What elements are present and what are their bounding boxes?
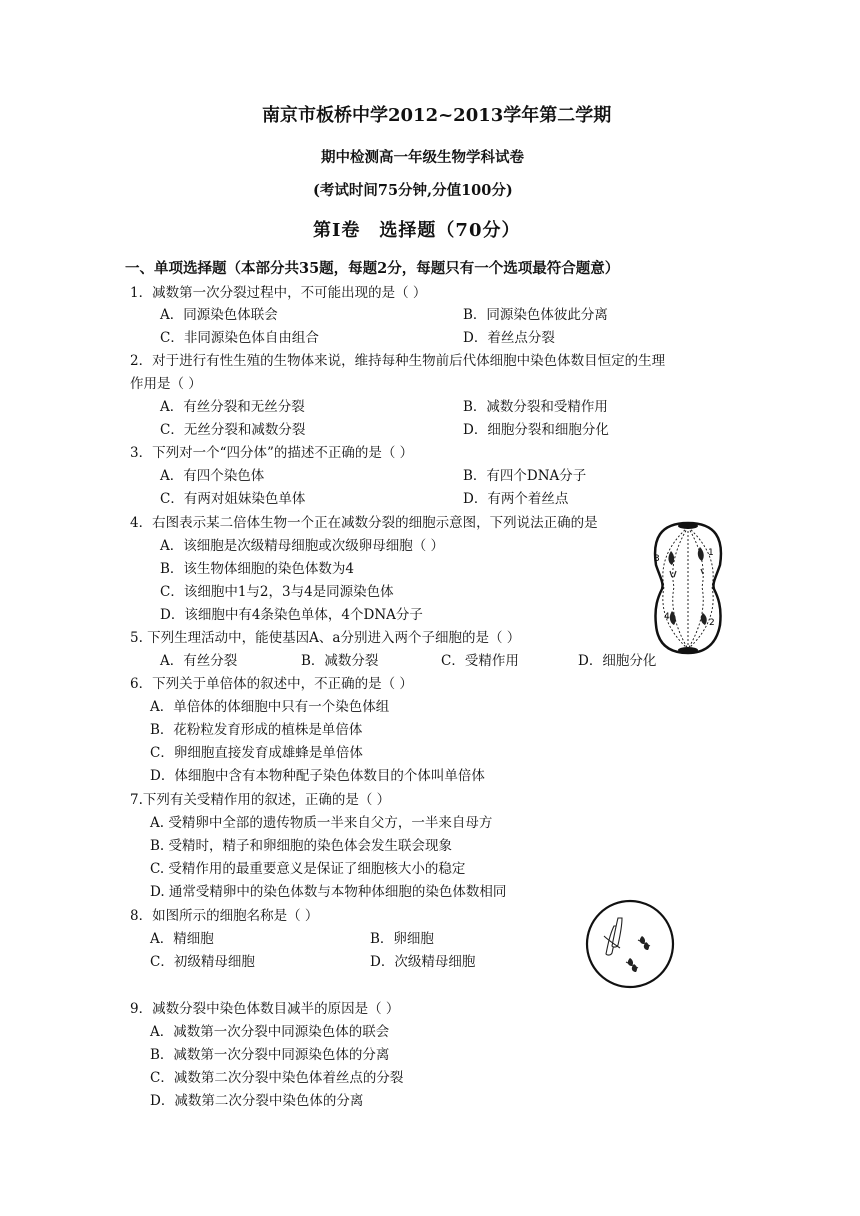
chromosome-label-1: 1 <box>708 548 714 558</box>
option-c: C．无丝分裂和减数分裂 <box>160 422 306 438</box>
option-b: B．同源染色体彼此分离 <box>463 307 608 323</box>
option-a: A．有丝分裂 <box>160 653 238 669</box>
question-stem: 9．减数分裂中染色体数目减半的原因是（ ） <box>130 1001 400 1017</box>
option-a: A．精细胞 <box>150 931 214 947</box>
option-b: B．减数分裂和受精作用 <box>463 399 608 415</box>
question-stem: 1．减数第一次分裂过程中，不可能出现的是（ ） <box>130 285 427 301</box>
question-stem: 3．下列对一个“四分体”的描述不正确的是（ ） <box>130 445 414 461</box>
option-c: C．非同源染色体自由组合 <box>160 330 319 346</box>
option-b: B. 受精时，精子和卵细胞的染色体会发生联会现象 <box>150 838 453 854</box>
option-a: A．有四个染色体 <box>160 468 265 484</box>
option-b: B．减数第一次分裂中同源染色体的分离 <box>150 1047 390 1063</box>
part-heading: 一、单项选择题（本部分共35题，每题2分，每题只有一个选项最符合题意） <box>125 260 620 277</box>
option-a: A．单倍体的体细胞中只有一个染色体组 <box>150 699 390 715</box>
page-title: 南京市板桥中学2012~2013学年第二学期 <box>262 105 612 126</box>
cell-figure <box>584 898 676 990</box>
option-d: D．体细胞中含有本物种配子染色体数目的个体叫单倍体 <box>150 768 485 784</box>
option-d: D．有两个着丝点 <box>463 491 569 507</box>
question-stem: 6．下列关于单倍体的叙述中，不正确的是（ ） <box>130 676 413 692</box>
meiosis-cell-figure <box>646 517 730 657</box>
option-c: C．该细胞中1与2，3与4是同源染色体 <box>160 584 394 600</box>
option-d: D．减数第二次分裂中染色体的分离 <box>150 1093 364 1109</box>
option-a: A．同源染色体联会 <box>160 307 278 323</box>
page-subtitle: 期中检测高一年级生物学科试卷 <box>321 149 524 166</box>
option-c: C．卵细胞直接发育成雄蜂是单倍体 <box>150 745 363 761</box>
question-stem: 2．对于进行有性生殖的生物体来说，维持每种生物前后代体细胞中染色体数目恒定的生理 <box>130 353 666 369</box>
question-stem: 5. 下列生理活动中，能使基因A、a分别进入两个子细胞的是（ ） <box>130 630 521 646</box>
option-c: C．减数第二次分裂中染色体着丝点的分裂 <box>150 1070 404 1086</box>
option-d: D．细胞分化 <box>578 653 657 669</box>
option-a: A．有丝分裂和无丝分裂 <box>160 399 305 415</box>
option-b: B．减数分裂 <box>301 653 379 669</box>
exam-info: (考试时间75分钟,分值100分) <box>313 182 513 199</box>
question-stem-cont: 作用是（ ） <box>130 376 202 392</box>
question-stem: 7.下列有关受精作用的叙述，正确的是（ ） <box>130 792 391 808</box>
option-b: B．该生物体细胞的染色体数为4 <box>160 561 355 577</box>
question-stem: 8．如图所示的细胞名称是（ ） <box>130 908 319 924</box>
option-a: A. 受精卵中全部的遗传物质一半来自父方，一半来自母方 <box>150 815 493 831</box>
question-stem: 4．右图表示某二倍体生物一个正在减数分裂的细胞示意图，下列说法正确的是 <box>130 515 598 531</box>
section-title: 第Ⅰ卷 选择题（70分） <box>313 220 521 241</box>
option-b: B．花粉粒发育形成的植株是单倍体 <box>150 722 363 738</box>
chromosome-label-2: 2 <box>709 618 715 628</box>
option-a: A．该细胞是次级精母细胞或次级卵母细胞（ ） <box>160 538 445 554</box>
option-c: C．受精作用 <box>441 653 519 669</box>
option-d: D．该细胞中有4条染色单体，4个DNA分子 <box>160 607 423 623</box>
option-d: D. 通常受精卵中的染色体数与本物种体细胞的染色体数相同 <box>150 884 507 900</box>
chromosome-label-3: 3 <box>654 554 660 564</box>
option-c: C. 受精作用的最重要意义是保证了细胞核大小的稳定 <box>150 861 466 877</box>
option-a: A．减数第一次分裂中同源染色体的联会 <box>150 1024 390 1040</box>
option-d: D．次级精母细胞 <box>370 954 476 970</box>
option-c: C．有两对姐妹染色单体 <box>160 491 306 507</box>
option-b: B．卵细胞 <box>370 931 434 947</box>
option-b: B．有四个DNA分子 <box>463 468 587 484</box>
chromosome-label-4: 4 <box>664 612 670 622</box>
option-d: D．着丝点分裂 <box>463 330 555 346</box>
option-d: D．细胞分裂和细胞分化 <box>463 422 609 438</box>
option-c: C．初级精母细胞 <box>150 954 255 970</box>
